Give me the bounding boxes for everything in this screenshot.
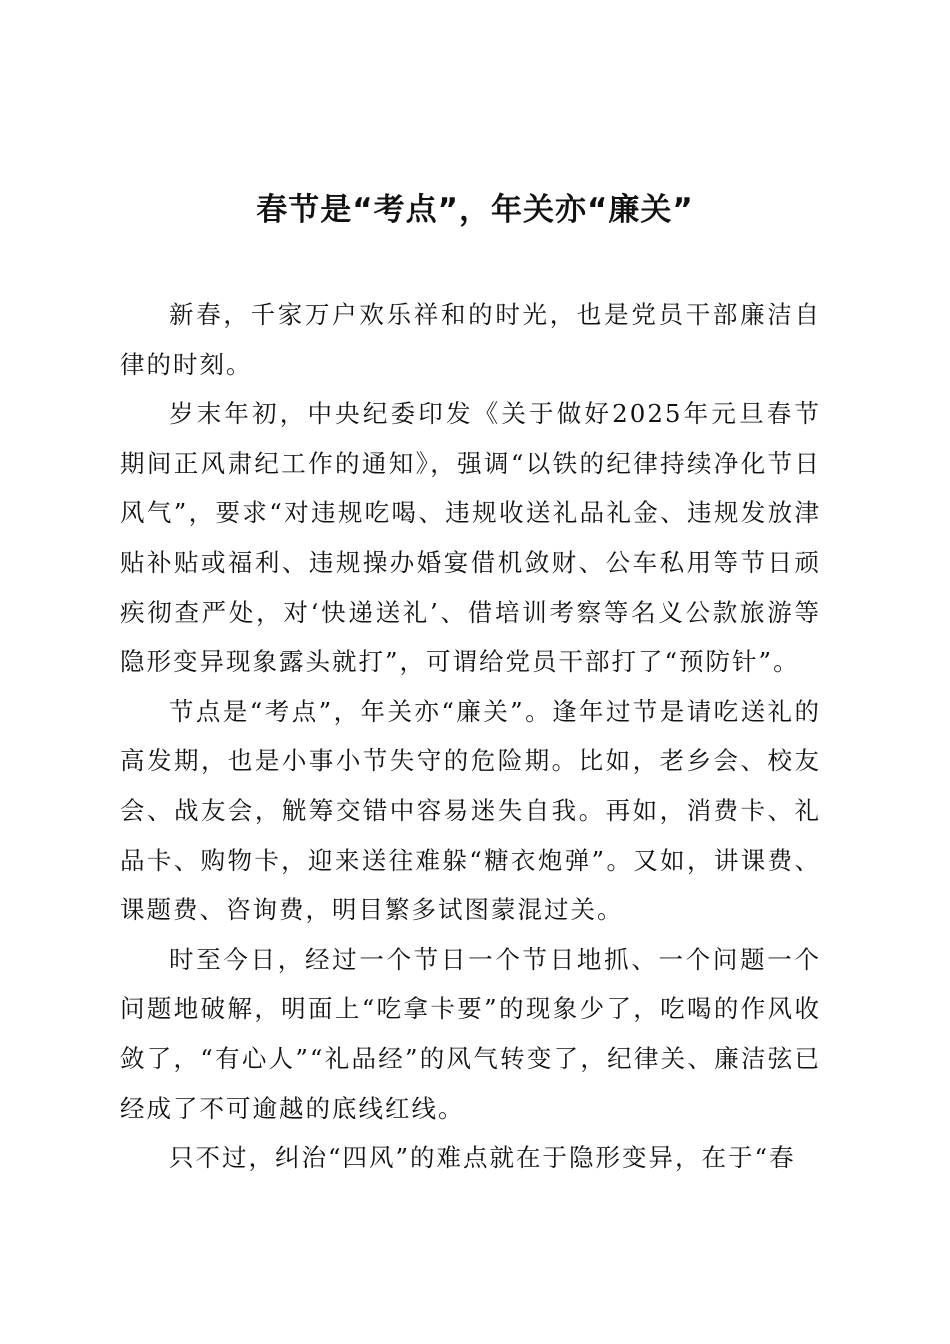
page-title: 春节是“考点”，年关亦“廉关” (256, 192, 694, 228)
paragraph: 只不过，纠治“四风”的难点就在于隐形变异，在于“春 (169, 1143, 796, 1173)
article-body (120, 290, 821, 1183)
paragraph: 时至今日，经过一个节日一个节日地抓、一个问题一个问题地破解，明面上“吃拿卡要”的现象少了，吃喝的作风收敛了，“有心人”“礼品经”的风气转变了，纪律关、廉洁弦已经成了不可逾越的底线红线。 (120, 944, 821, 1123)
paragraph: 节点是“考点”，年关亦“廉关”。逢年过节是请吃送礼的高发期，也是小事小节失守的危险期。比如，老乡会、校友会、战友会，觥筹交错中容易迷失自我。再如，消费卡、礼品卡、购物卡，迎来送往难躲“糖衣炮弹”。又如，讲课费、课题费、咨询费，明目繁多试图蒙混过关。 (120, 696, 821, 925)
paragraph: 新春，千家万户欢乐祥和的时光，也是党员干部廉洁自律的时刻。 (120, 300, 821, 379)
paragraph: 岁末年初，中央纪委印发《关于做好2025年元旦春节期间正风肃纪工作的通知》，强调“以铁的纪律持续净化节日风气”，要求“对违规吃喝、违规收送礼品礼金、违规发放津贴补贴或福利、违规操办婚宴借机敛财、公车私用等节日顽疾彻查严处，对‘快递送礼’、借培训考察等名义公款旅游等隐形变异现象露头就打”，可谓给党员干部打了“预防针”。 (120, 399, 821, 677)
